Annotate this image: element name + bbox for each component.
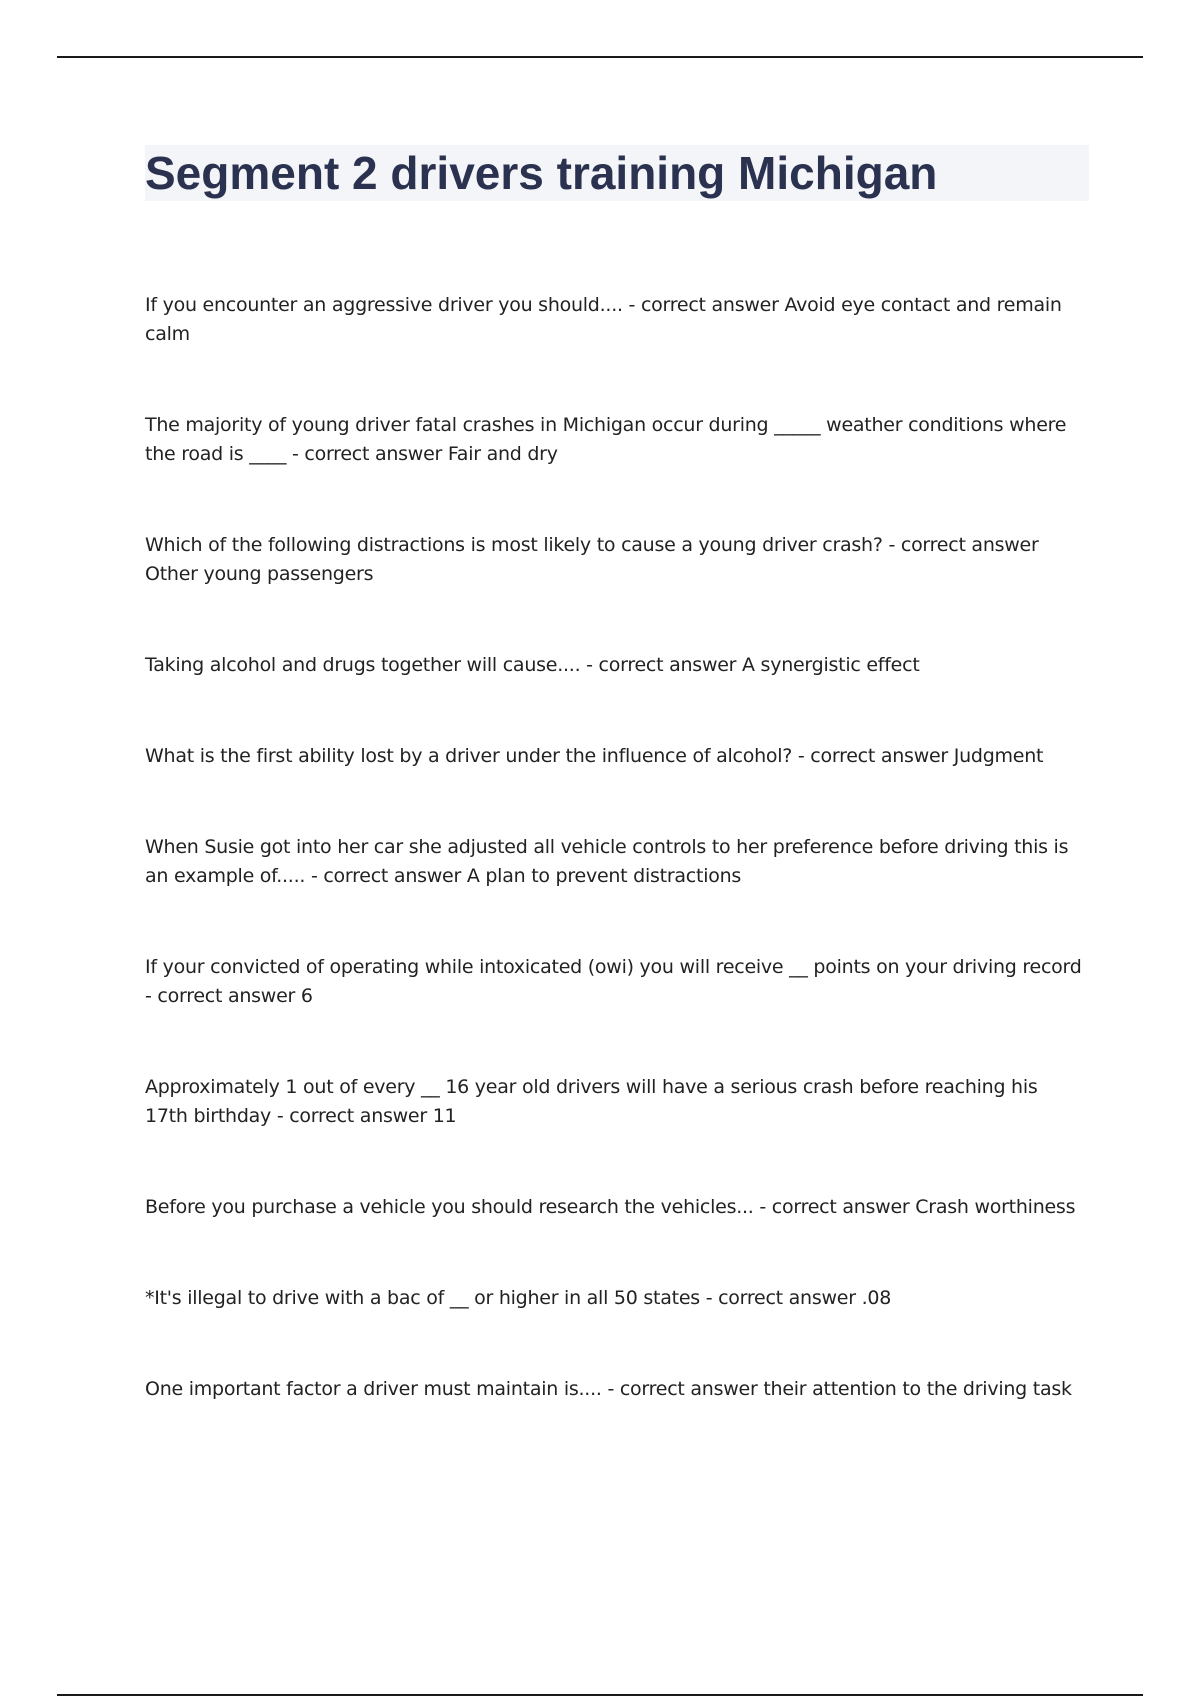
qa-entry: If your convicted of operating while intoxicated (owi) you will receive __ points on your driving record - correct answer 6 [145,956,1082,1007]
bottom-rule [57,1694,1143,1696]
qa-entry: What is the first ability lost by a driver under the influence of alcohol? - correct answer Judgment [145,745,1044,767]
qa-entry: One important factor a driver must maintain is.... - correct answer their attention to the driving task [145,1378,1072,1400]
qa-entry: The majority of young driver fatal crashes in Michigan occur during _____ weather conditions where the road is ____ - correct answer Fair and dry [145,414,1067,465]
qa-entry: Which of the following distractions is most likely to cause a young driver crash? - correct answer Other young passengers [145,534,1039,585]
qa-list [145,291,1085,1466]
document-title: Segment 2 drivers training Michigan [145,147,938,199]
qa-entry: When Susie got into her car she adjusted all vehicle controls to her preference before driving this is an example of..... - correct answer A plan to prevent distractions [145,836,1069,887]
qa-entry: *It's illegal to drive with a bac of __ or higher in all 50 states - correct answer .08 [145,1287,892,1309]
top-rule [57,56,1143,58]
qa-entry: If you encounter an aggressive driver you should.... - correct answer Avoid eye contact and remain calm [145,294,1062,345]
qa-entry: Before you purchase a vehicle you should research the vehicles... - correct answer Crash worthiness [145,1196,1076,1218]
qa-entry: Taking alcohol and drugs together will cause.... - correct answer A synergistic effect [145,654,920,676]
qa-entry: Approximately 1 out of every __ 16 year old drivers will have a serious crash before reaching his 17th birthday - correct answer 11 [145,1076,1038,1127]
